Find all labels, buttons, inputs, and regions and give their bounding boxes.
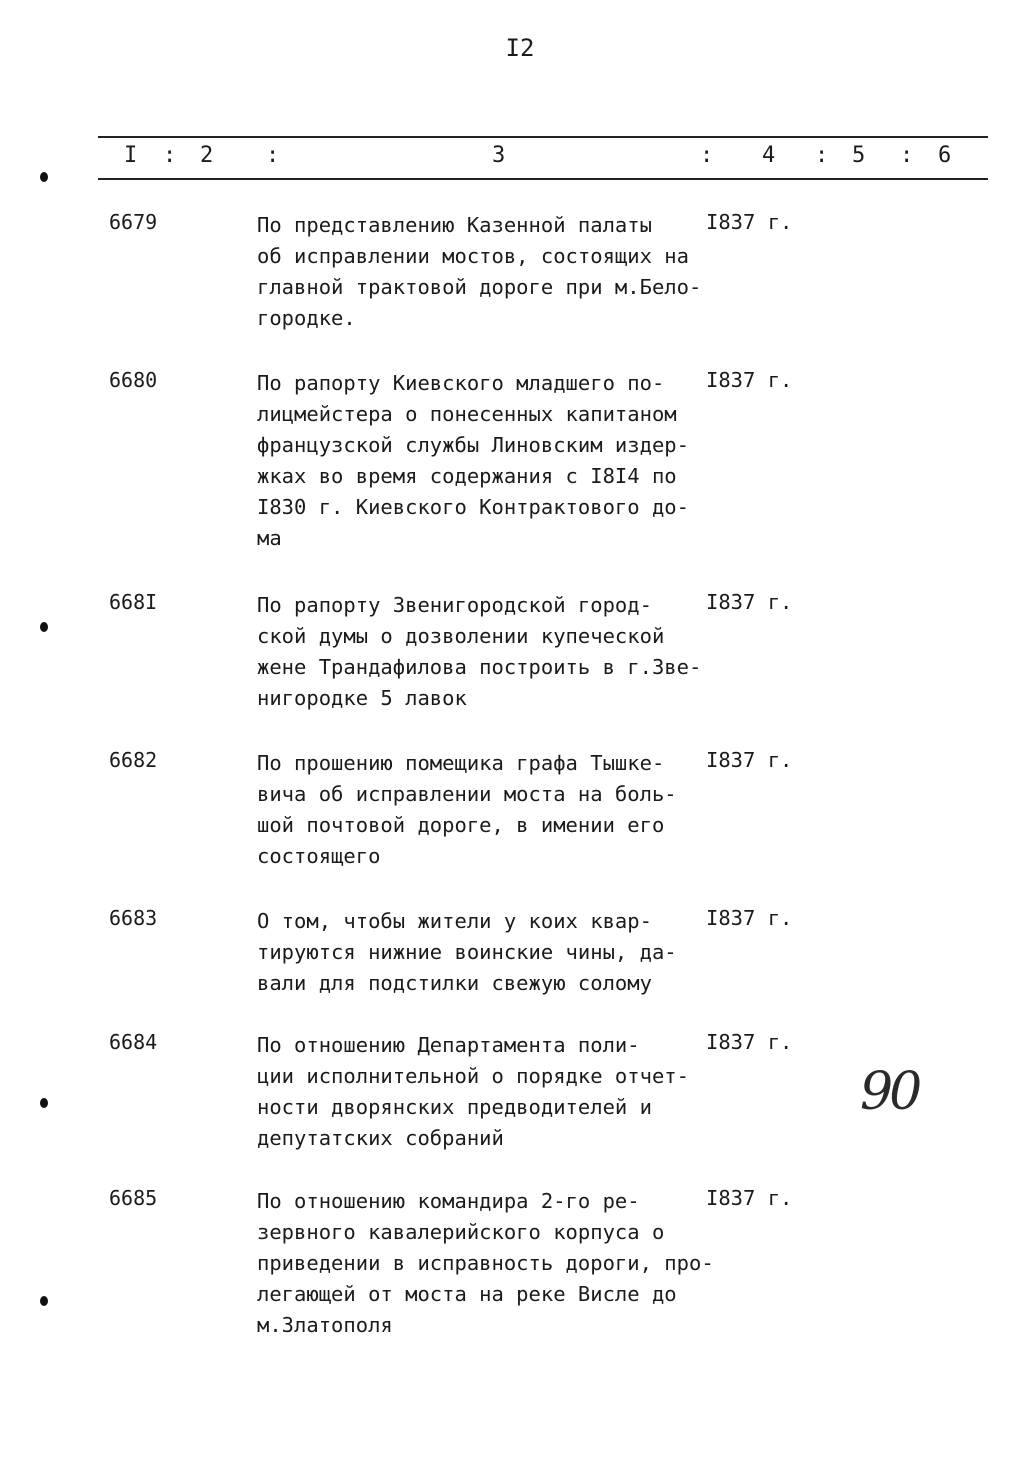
text-line: городке.	[257, 306, 356, 330]
header-separator: :	[700, 143, 714, 168]
text-line: главной трактовой дороге при м.Бело-	[257, 275, 702, 299]
header-top-rule	[98, 136, 988, 138]
text-line: ма	[257, 526, 282, 550]
entry-description	[257, 368, 727, 554]
text-line: об исправлении мостов, состоящих на	[257, 244, 689, 268]
text-line: По представлению Казенной палаты	[257, 213, 652, 237]
handwritten-note: 90	[860, 1062, 919, 1122]
entry-number: 6682	[109, 748, 158, 772]
header-separator: :	[163, 143, 177, 168]
text-line: По отношению командира 2-го ре-	[257, 1189, 640, 1213]
header-col-6: 6	[938, 143, 952, 168]
text-line: I830 г. Киевского Контрактового до-	[257, 495, 689, 519]
entry-year: I837 г.	[706, 1030, 793, 1054]
text-line: зервного кавалерийского корпуса о	[257, 1220, 665, 1244]
text-line: ности дворянских предводителей и	[257, 1095, 652, 1119]
header-separator: :	[815, 143, 829, 168]
text-line: вича об исправлении моста на боль-	[257, 782, 677, 806]
page-number: I2	[505, 34, 535, 62]
entry-description	[257, 1030, 727, 1154]
entry-number: 668I	[109, 590, 158, 614]
header-col-1: I	[124, 143, 138, 168]
header-col-4: 4	[762, 143, 776, 168]
text-line: По прошению помещика графа Тышке-	[257, 751, 665, 775]
entry-number: 6685	[109, 1186, 158, 1210]
header-col-3: 3	[492, 143, 506, 168]
binding-hole	[40, 622, 48, 632]
header-col-5: 5	[852, 143, 866, 168]
entry-description	[257, 906, 727, 999]
entry-description	[257, 748, 727, 872]
header-bottom-rule	[98, 178, 988, 180]
binding-hole	[40, 1098, 48, 1108]
entry-number: 6684	[109, 1030, 158, 1054]
entry-year: I837 г.	[706, 368, 793, 392]
text-line: О том, чтобы жители у коих квар-	[257, 909, 652, 933]
text-line: ской думы о дозволении купеческой	[257, 624, 665, 648]
text-line: ции исполнительной о порядке отчет-	[257, 1064, 689, 1088]
header-separator: :	[266, 143, 280, 168]
text-line: депутатских собраний	[257, 1126, 504, 1150]
entry-description	[257, 590, 727, 714]
entry-year: I837 г.	[706, 748, 793, 772]
text-line: По отношению Департамента поли-	[257, 1033, 640, 1057]
entry-description	[257, 1186, 727, 1341]
text-line: шой почтовой дороге, в имении его	[257, 813, 665, 837]
entry-description	[257, 210, 727, 334]
binding-hole	[40, 172, 48, 182]
text-line: жках во время содержания с I8I4 по	[257, 464, 677, 488]
entry-year: I837 г.	[706, 210, 793, 234]
text-line: вали для подстилки свежую солому	[257, 971, 652, 995]
text-line: состоящего	[257, 844, 381, 868]
header-col-2: 2	[200, 143, 214, 168]
text-line: нигородке 5 лавок	[257, 686, 467, 710]
entry-number: 6679	[109, 210, 158, 234]
entry-year: I837 г.	[706, 590, 793, 614]
text-line: французской службы Линовским издер-	[257, 433, 689, 457]
text-line: приведении в исправность дороги, про-	[257, 1251, 714, 1275]
text-line: легающей от моста на реке Висле до	[257, 1282, 677, 1306]
text-line: По рапорту Киевского младшего по-	[257, 371, 665, 395]
text-line: тируются нижние воинские чины, да-	[257, 940, 677, 964]
text-line: По рапорту Звенигородской город-	[257, 593, 652, 617]
text-line: м.Златополя	[257, 1313, 393, 1337]
binding-hole	[40, 1296, 48, 1306]
text-line: жене Трандафилова построить в г.Зве-	[257, 655, 702, 679]
entry-year: I837 г.	[706, 1186, 793, 1210]
text-line: лицмейстера о понесенных капитаном	[257, 402, 677, 426]
header-separator: :	[900, 143, 914, 168]
entry-number: 6680	[109, 368, 158, 392]
entry-number: 6683	[109, 906, 158, 930]
entry-year: I837 г.	[706, 906, 793, 930]
